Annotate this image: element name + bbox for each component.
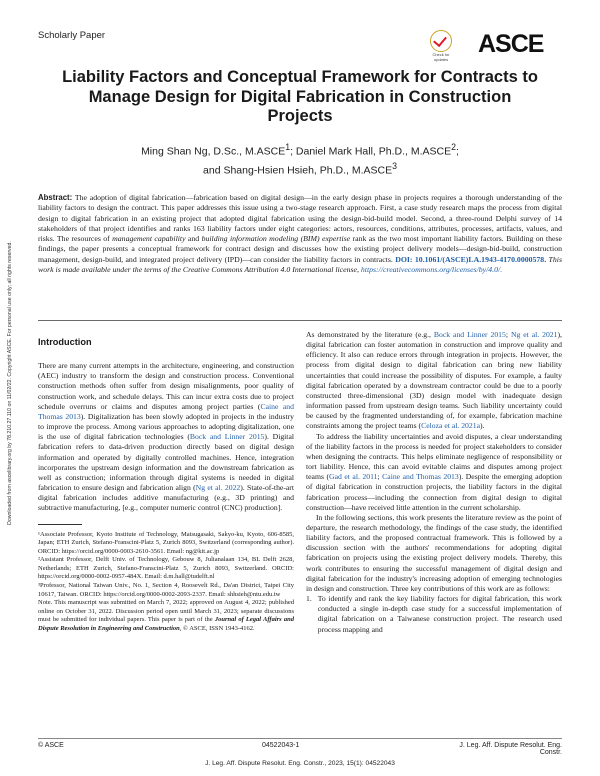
contribution-list-item (306, 594, 562, 635)
footnote-1: ¹Associate Professor, Kyoto Institute of Technology, Matsugasaki, Sakyo-ku, Kyoto, 606-8585, Japan; ETH Zurich, Stefano-Franscini-Platz 5, Zurich 8093, Switzerland (corresponding author). ORCID: https://orcid.org/0000-0003-2610-3561. Email: ng@kit.ac.jp (38, 530, 294, 555)
footnote-divider (38, 524, 82, 525)
paper-title: Liability Factors and Conceptual Framework for Contracts to Manage Design for Digital Fabrication in Construction Projects (62, 68, 538, 125)
author-list (60, 140, 540, 177)
citation-link[interactable]: Bock and Linner 2015 (433, 330, 506, 339)
license-link[interactable]: https://creativecommons.org/licenses/by/4.0/. (360, 265, 503, 275)
right-column (306, 330, 562, 635)
author-line-1: Ming Shan Ng, D.Sc., M.ASCE$^1$; Daniel Mark Hall, Ph.D., M.ASCE$^2$; (141, 142, 459, 158)
footer-divider (38, 738, 562, 739)
citation-link[interactable]: Caine and Thomas 2013 (382, 472, 459, 482)
footnote-2: ²Assistant Professor, Delft Univ. of Technology, Gebouw 8, Julianalaan 134, BL Delft 2628, Netherlands; ETH Zurich, Stefano-Franscini-Platz 5, Zurich 8093, Switzerland. ORCID: https://orcid.org/0000-0002-0957-484X. Email: d.m.hall@tudelft.nl (38, 556, 294, 581)
check-updates-icon (430, 30, 452, 52)
footer-page-id: 04522043-1 (262, 742, 300, 749)
footer-copyright: © ASCE (38, 742, 64, 749)
intro-paragraph-3: To address the liability uncertainties and avoid disputes, a clear understanding of the liability factors in the process is needed for project stakeholders to consider when designing the contracts. This helps eliminate negligence of responsibility or tort liability. Hence, this can avoid evitable claims and disputes among project teams (Gad et al. 2011; Caine and Thomas 2013). Despite the emerging adoption of digital fabrication in construction projects, the liability factors in the digital fabrication process—including the connection from digital design to digital construction—have received little attention in the current scholarship. (306, 431, 562, 512)
citation-link[interactable]: Ng et al. 2021 (510, 330, 558, 339)
left-column (38, 330, 294, 634)
download-side-note: Downloaded from ascelibrary.org by 78.210.27.110 on 11/02/22. Copyright ASCE. For personal use only; all rights reserved. (7, 241, 13, 525)
article-type-label: Scholarly Paper (38, 30, 106, 41)
citation-link[interactable]: Celoza et al. 2021a (421, 421, 480, 431)
abstract-label: Abstract: (38, 193, 73, 202)
list-number: 1. (306, 594, 312, 604)
abstract: Abstract: The adoption of digital fabrication—fabrication based on digital design—in the early design phase in projects requires a thorough understanding of the liability factors to design the contract. This paper addresses this issue using a two-stage research approach. First, a case study research maps the process from digital design to digital fabrication in an existing project that adopted digital fabrication using the design-bid-build model. Second, a three-round Delphi survey of 14 stakeholders of that project identifies and ranks 163 liability factors under eight categories: actors, resources, conditions, attributes, processes, artifacts, values, and risks. The resources of management capability and building information modeling (BIM) expertise rank as the two most important liability factors. Building on these findings, the paper presents a conceptual framework for contract design and discusses how the existing project delivery models—design-bid-build, construction management, design-build, and integrated project delivery (IPD)—can consider the liability factors in contracts. DOI: 10.1061/(ASCE)LA.1943-4170.0000578. This work is made available under the terms of the Creative Commons Attribution 4.0 International license, https://creativecommons.org/licenses/by/4.0/. (38, 193, 562, 275)
section-heading-introduction: Introduction (38, 337, 92, 347)
abstract-divider (38, 320, 562, 321)
intro-paragraph-2: As demonstrated by the literature (e.g., Bock and Linner 2015; Ng et al. 2021), digital fabrication can foster automation in construction and improve quality and efficiency. It also can reduce errors through integration in projects. However, the process from digital design to digital fabrication can bring new liability uncertainties that could increase the possibility of disputes. For example, a faulty digital fabrication operated by a downstream contractor could be due to a poorly constructed three-dimensional (3D) design model with inadequate design information passed from upstream design teams. Such liability uncertainty could be caused by the fragmented understanding of, for example, fabrication machine constraints among the project teams (Celoza et al. 2021a). (306, 330, 562, 431)
doi-link[interactable]: DOI: 10.1061/(ASCE)LA.1943-4170.0000578. (395, 254, 547, 264)
footer-journal: J. Leg. Aff. Dispute Resolut. Eng. Constr. (459, 742, 562, 756)
intro-paragraph-1: There are many current attempts in the architecture, engineering, and construction (AEC) industry to transform the design and construction process. Conventional construction methods often suffer from design misalignments, poor quality of construction work, and schedule delays. This can incur extra costs due to project schedule overruns or claims and disputes among project parties (Caine and Thomas 2013). Digitalization has been slowly adopted in projects in the industry to improve the process. Among various approaches to adopting digitalization, one is the use of digital fabrication technologies (Bock and Linner 2015). Digital fabrication refers to data-driven production directly based on digital design information and operated by digitally controlled machines. Hence, integration incorporates the upstream design information and the downstream fabrication as well as construction; information through digital systems is needed in digital fabrication to ensure design and fabrication align (Ng et al. 2022). State-of-the-art digital fabrication includes additive manufacturing (e.g., 3D printing) and subtractive manufacturing, [e.g., computer numeric control (CNC) production]. (38, 361, 294, 513)
footnote-3: ³Professor, National Taiwan Univ., No. 1, Section 4, Roosevelt Rd., Da'an District, Taipei City 10617, Taiwan. ORCID: https://orcid.org/0000-0002-2093-2337. Email: shhsieh@ntu.edu.tw (38, 582, 294, 598)
footer-citation: J. Leg. Aff. Dispute Resolut. Eng. Constr., 2023, 15(1): 04522043 (205, 760, 395, 767)
citation-link[interactable]: Gad et al. 2011 (329, 472, 378, 482)
citation-link[interactable]: Bock and Linner 2015 (189, 432, 265, 442)
check-for-updates-badge[interactable] (426, 30, 456, 62)
intro-paragraph-4: In the following sections, this work presents the literature review as the point of departure, the research methodology, the findings of the case study, the identified liability factors, and the proposed contractual framework. This is followed by a discussion section with the authors' recommendations for adopting digital fabrication on projects using the existing project delivery models. Thereby, this work contributes to ensuring the successful management of digital design and digital fabrication for the industry's increasing adoption of emerging technologies in design and construction. Three key contributions of this work are as follows: (306, 512, 562, 593)
badge-text: Check for updates (432, 52, 450, 62)
citation-link[interactable]: Ng et al. 2022 (195, 483, 241, 493)
author-line-2: and Shang-Hsien Hsieh, Ph.D., M.ASCE$^3$ (203, 160, 397, 176)
list-text: To identify and rank the key liability factors for digital fabrication, this work conducted a single in-depth case study for a successful implementation of digital fabrication on a Taiwanese construction project. The research used process mapping and (317, 594, 562, 634)
citation-link[interactable]: Caine and Thomas 2013 (38, 401, 294, 421)
manuscript-note: Note. This manuscript was submitted on March 7, 2022; approved on August 4, 2022; published online on October 31, 2022. Discussion period open until March 31, 2023; separate discussions must be submitted for individual papers. This paper is part of the Journal of Legal Affairs and Dispute Resolution in Engineering and Construction, © ASCE, ISSN 1943-4162. (38, 599, 294, 633)
publisher-logo: ASCE (478, 30, 544, 58)
